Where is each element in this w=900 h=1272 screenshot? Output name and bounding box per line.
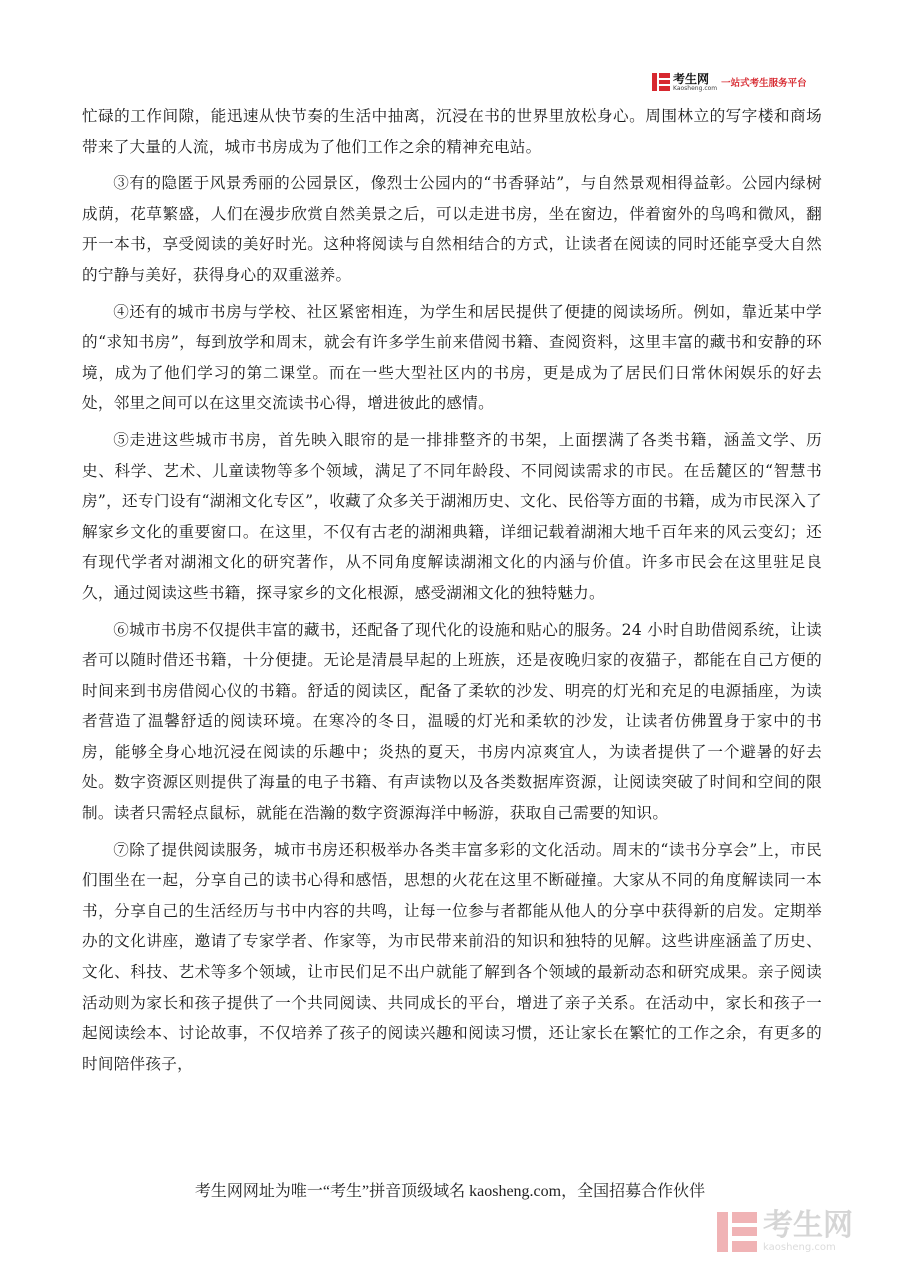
watermark-domain: kaosheng.com (763, 1242, 836, 1253)
paragraph-7: ⑦除了提供阅读服务，城市书房还积极举办各类丰富多彩的文化活动。周末的“读书分享会”上，市民们围坐在一起，分享自己的读书心得和感悟，思想的火花在这里不断碰撞。大家从不同的角度解读同一本书，分享自己的生活经历与书中内容的共鸣，让每一位参与者都能从他人的分享中获得新的启发。定期举办的文化讲座，邀请了专家学者、作家等，为市民带来前沿的知识和独特的见解。这些讲座涵盖了历史、文化、科技、艺术等多个领域，让市民们足不出户就能了解到各个领域的最新动态和研究成果。亲子阅读活动则为家长和孩子提供了一个共同阅读、共同成长的平台，增进了亲子关系。在活动中，家长和孩子一起阅读绘本、讨论故事，不仅培养了孩子的阅读兴趣和阅读习惯，还让家长在繁忙的工作之余，有更多的时间陪伴孩子， (82, 840, 822, 1073)
page-footer: 考生网网址为唯一“考生”拼音顶级域名 kaosheng.com，全国招募合作伙伴 (194, 1183, 706, 1200)
logo-text (673, 73, 717, 92)
header-slogan: 一站式考生服务平台 (721, 78, 807, 89)
paragraph-4: ④还有的城市书房与学校、社区紧密相连，为学生和居民提供了便捷的阅读场所。例如，靠近某中学的“求知书房”，每到放学和周末，就会有许多学生前来借阅书籍、查阅资料，这里丰富的藏书和安静的环境，成为了他们学习的第二课堂。而在一些大型社区内的书房，更是成为了居民们日常休闲娱乐的好去处，邻里之间可以在这里交流读书心得，增进彼此的感情。 (82, 302, 822, 413)
logo-name: 考生网 (673, 71, 710, 86)
watermark-text (763, 1208, 853, 1253)
paragraph-continued: 忙碌的工作间隙，能迅速从快节奏的生活中抽离，沉浸在书的世界里放松身心。周围林立的写字楼和商场带来了大量的人流，城市书房成为了他们工作之余的精神充电站。 (82, 107, 822, 156)
watermark-name: 考生网 (763, 1208, 853, 1243)
paragraph-5: ⑤走进这些城市书房，首先映入眼帘的是一排排整齐的书架，上面摆满了各类书籍，涵盖文学、历史、科学、艺术、儿童读物等多个领域，满足了不同年龄段、不同阅读需求的市民。在岳麓区的“智慧书房”，还专门设有“湖湘文化专区”，收藏了众多关于湖湘历史、文化、民俗等方面的书籍，成为市民深入了解家乡文化的重要窗口。在这里，不仅有古老的湖湘典籍，详细记载着湖湘大地千百年来的风云变幻；还有现代学者对湖湘文化的研究著作，从不同角度解读湖湘文化的内涵与价值。许多市民会在这里驻足良久，通过阅读这些书籍，探寻家乡的文化根源，感受湖湘文化的独特魅力。 (82, 430, 822, 602)
paragraph-6: ⑥城市书房不仅提供丰富的藏书，还配备了现代化的设施和贴心的服务。24 小时自助借阅系统，让读者可以随时借还书籍，十分便捷。无论是清晨早起的上班族，还是夜晚归家的夜猫子，都能在自己方便的时间来到书房借阅心仪的书籍。舒适的阅读区，配备了柔软的沙发、明亮的灯光和充足的电源插座，为读者营造了温馨舒适的阅读环境。在寒冷的冬日，温暖的灯光和柔软的沙发，让读者仿佛置身于家中的书房，能够全身心地沉浸在阅读的乐趣中；炎热的夏天，书房内凉爽宜人，为读者提供了一个避暑的好去处。数字资源区则提供了海量的电子书籍、有声读物以及各类数据库资源，让阅读突破了时间和空间的限制。读者只需轻点鼠标，就能在浩瀚的数字资源海洋中畅游，获取自己需要的知识。 (82, 620, 822, 823)
logo-domain: Kaosheng.com (673, 84, 718, 92)
paragraph-3: ③有的隐匿于风景秀丽的公园景区，像烈士公园内的“书香驿站”，与自然景观相得益彰。公园内绿树成荫，花草繁盛，人们在漫步欣赏自然美景之后，可以走进书房，坐在窗边，伴着窗外的鸟鸣和微风，翻开一本书，享受阅读的美好时光。这种将阅读与自然相结合的方式，让读者在阅读的同时还能享受大自然的宁静与美好，获得身心的双重滋养。 (82, 174, 822, 284)
kaosheng-logo-icon (652, 73, 670, 91)
watermark-logo-icon (717, 1212, 757, 1252)
header-logo[interactable] (652, 69, 822, 95)
watermark-logo (717, 1203, 887, 1261)
document-body (82, 101, 822, 1085)
